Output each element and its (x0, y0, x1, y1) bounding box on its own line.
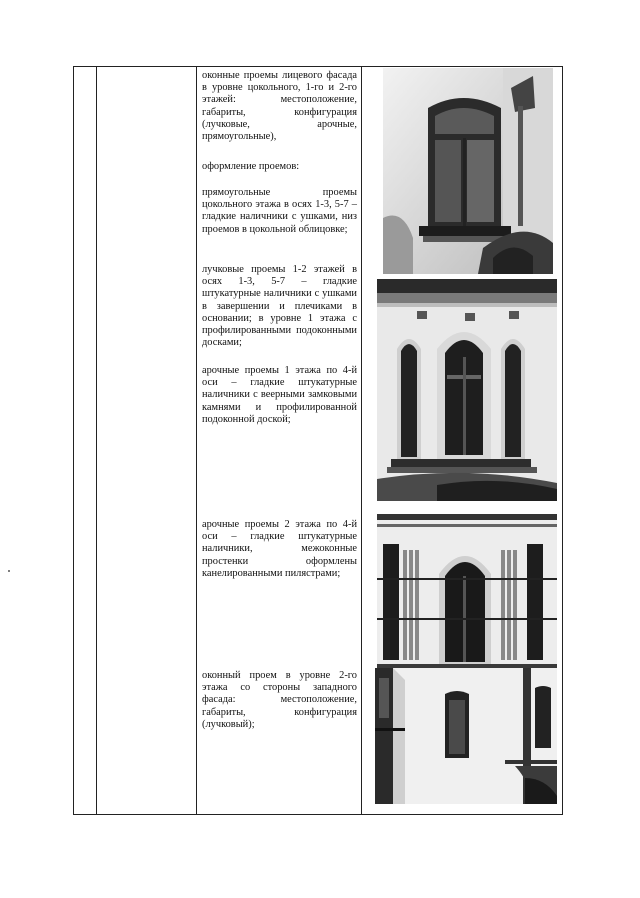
paragraph-west-facade-opening: оконный проем в уровне 2-го этажа со стороны западного фасада: местоположение, габариты, конфигурация (лучковый); (202, 670, 357, 730)
photo-arched-window-floor1 (377, 279, 557, 501)
table-right-border (562, 66, 563, 815)
column-divider-2 (196, 66, 197, 815)
table-left-border (73, 66, 74, 815)
column-divider-3 (361, 66, 362, 815)
paragraph-openings-design: оформление проемов: (202, 161, 300, 172)
table-bottom-border (73, 814, 563, 815)
table-top-border (73, 66, 563, 67)
paragraph-segmental-openings: лучковые проемы 1-2 этажей в осях 1-3, 5-7 – гладкие штукатурные наличники с ушками в завершении и плечиками в основании; в уровне 1 этажа с профилированными подоконными досками; (202, 264, 357, 349)
paragraph-rectangular-openings: прямоугольные проемы цокольного этажа в осях 1-3, 5-7 – гладкие наличники с ушками, низ проемов в цокольной облицовке; (202, 187, 357, 235)
scan-speck (8, 570, 10, 572)
photo-segmental-window (383, 68, 553, 274)
column-divider-1 (96, 66, 97, 815)
document-table (73, 66, 563, 815)
paragraph-arched-openings-floor1: арочные проемы 1 этажа по 4-й оси – гладкие штукатурные наличники с веерными замковыми камнями и профилированной подоконной доской; (202, 365, 357, 425)
paragraph-arched-openings-floor2: арочные проемы 2 этажа по 4-й оси – гладкие штукатурные наличники, межоконные простенки оформлены канелированными пилястрами; (202, 519, 357, 579)
paragraph-window-openings: оконные проемы лицевого фасада в уровне цокольного, 1-го и 2-го этажей: местоположение, габариты, конфигурация (лучковые, арочные, прямоугольные), (202, 70, 357, 143)
photo-west-facade-window (375, 668, 557, 804)
photo-arched-window-floor2 (377, 514, 557, 690)
